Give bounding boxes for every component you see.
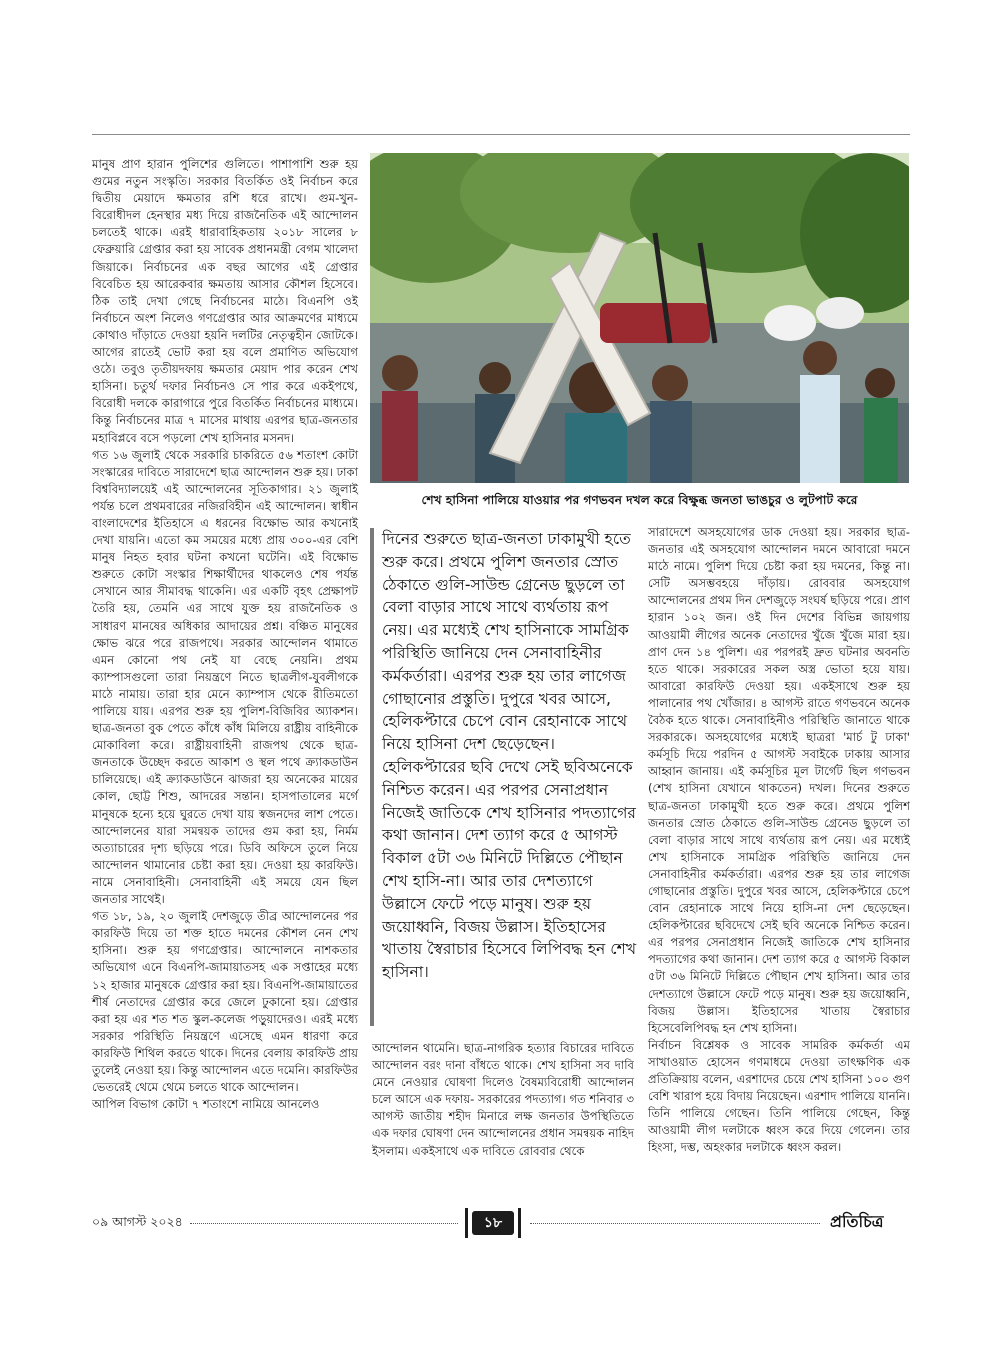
pull-quote	[370, 528, 642, 1026]
article-column-left	[92, 156, 358, 1113]
news-photo-illustration	[370, 153, 909, 483]
article-paragraph: আন্দোলন থামেনি। ছাত্র-নাগরিক হত্যার বিচারের দাবিতে আন্দোলন বরং দানা বাঁধতে থাকে। শেখ হাসিনা সব দাবি মেনে নেওয়ার ঘোষণা দিলেও বৈষম্যবিরোধী আন্দোলন চলে আসে এক দফায়- সরকারের পদত্যাগ। গত শনিবার ৩ আগস্ট জাতীয় শহীদ মিনারে লক্ষ জনতার উপস্থিতিতে এক দফার ঘোষণা দেন আন্দোলনের প্রধান সমন্বয়ক নাহিদ ইসলাম। একইসাথে এক দাবিতে রোববার থেকে	[372, 1041, 634, 1158]
article-paragraph: গত ১৬ জুলাই থেকে সরকারি চাকরিতে ৫৬ শতাংশ কোটা সংস্কারের দাবিতে সারাদেশে ছাত্র আন্দোলন শুরু হয়। ঢাকা বিশ্ববিদ্যালয়েই এই আন্দোলনের সূতিকাগার। ২১ জুলাই পর্যন্ত চলে প্রথমবারের নজিরবিহীন এই আন্দোলন। স্বাধীন বাংলাদেশের ইতিহাসে এ ধরনের বিক্ষোভ আর কখনোই দেখা যায়নি। এতো কম সময়ের মধ্যে প্রায় ৩০০-এর বেশি মানুষ নিহত হবার ঘটনা কখনো ঘটেনি। এই বিক্ষোভ শুরুতে কোটা সংস্কার শিক্ষার্থীদের থাকলেও শেষ পর্যন্ত সেখানে আর সীমাবদ্ধ থাকেনি। এর একটি বৃহৎ প্রেক্ষাপট তৈরি হয়, তেমনি এর সাথে যুক্ত হয় রাজনৈতিক ও সাধারণ মানষের অধিকার আদায়ের প্রশ্ন। বঞ্চিত মানুষের ক্ষোভ ঝরে পরে রাজপথে। সরকার আন্দোলন থামাতে এমন কোনো পথ নেই যা বেছে নেয়নি। প্রথম ক্যাম্পাসগুলো তারা নিয়ন্ত্রণে নিতে ছাত্রলীগ-যুবলীগকে মাঠে নামায়। তারা হার মেনে ক্যাম্পাস থেকে রীতিমতো পালিয়ে যায়। এরপর শুরু হয় পুলিশ-বিজিবির অ্যাকশন। ছাত্র-জনতা বুক পেতে কাঁধে কাঁধ মিলিয়ে রাষ্ট্রীয় বাহিনীকে মোকাবিলা করে। রাষ্ট্রীয়বাহিনী রাজপথ থেকে ছাত্র-জনতাকে উচ্ছেদ করতে আকাশ ও স্থল পথে ক্র্যাকডাউন চালিয়েছে। এই ক্র্যাকডাউনে ঝাজরা হয় অনেকের মায়ের কোল, ছোট্ট শিশু, আদরের সন্তান। হাসপাতালের মর্গে মানুষকে হন্যে হয়ে ঘুরতে দেখা যায় স্বজনদের লাশ পেতে। আন্দোলনের যারা সমন্বয়ক তাদের গুম করা হয়, নির্মম অত্যাচারের দৃশ্য ছড়িয়ে পরে। ডিবি অফিসে তুলে নিয়ে আন্দোলন থামানোর চেষ্টা করা হয়। দেওয়া হয় কারফিউ। নামে সেনাবাহিনী। সেনাবাহিনী এই সময়ে যেন ছিল জনতার সাথেই।	[92, 447, 358, 907]
article-column-right	[648, 524, 910, 1156]
article-paragraph: মানুষ প্রাণ হারান পুলিশের গুলিতে। পাশাপাশি শুরু হয় গুমের নতুন সংস্কৃতি। সরকার বিতর্কিত ওই নির্বাচন করে দ্বিতীয় মেয়াদে ক্ষমতার রশি ধরে রাখে। গুম-খুন-বিরোধীদল হেনস্থার মধ্য দিয়ে রাজনৈতিক এই আন্দোলন চলতেই থাকে। এরই ধারাবাহিকতায় ২০১৮ সালের ৮ ফেব্রুয়ারি গ্রেপ্তার করা হয় সাবেক প্রধানমন্ত্রী বেগম খালেদা জিয়াকে। নির্বাচনের এক বছর আগের এই গ্রেপ্তার বিবেচিত হয় আরেকবার ক্ষমতায় আসার কৌশল হিসেবে। ঠিক তাই দেখা গেছে নির্বাচনের মাঠে। বিএনপি ওই নির্বাচনে অংশ নিলেও গণগ্রেপ্তার আর আক্রমণের মাধ্যমে কোথাও দাঁড়াতে দেওয়া হয়নি দলটির নেতৃত্বহীন জোটকে। আগের রাতেই ভোট করা হয় বলে প্রমাণিত অভিযোগ ওঠে। তবুও তৃতীয়দফায় ক্ষমতার মেয়াদ পার করেন শেখ হাসিনা। চতুর্থ দফার নির্বাচনও সে পার করে একইপথে, বিরোধী দলকে কারাগারে পুরে বিতর্কিত নির্বাচনের মাধ্যমে। কিন্তু নির্বাচনের মাত্র ৭ মাসের মাথায় এরপর ছাত্র-জনতার মহাবিপ্লবে বসে পড়লো শেখ হাসিনার মসনদ।	[92, 157, 358, 445]
page-number: ১৮	[472, 1211, 514, 1235]
header-rule	[92, 134, 910, 135]
article-paragraph: নির্বাচন বিশ্লেষক ও সাবেক সামরিক কর্মকর্তা এম সাখাওয়াত হোসেন গণমাধমে দেওয়া তাৎক্ষণিক এক প্রতিক্রিয়ায় বলেন, এরশাদের চেয়ে শেখ হাসিনা ১০০ গুণ বেশি খারাপ হয়ে বিদায় নিয়েছেন। এরশাদ পালিয়ে যাননি। তিনি পালিয়ে গেছেন। তিনি পালিয়ে গেছেন, কিন্তু আওয়ামী লীগ দলটাকে ধ্বংস করে দিয়ে গেলেন। তার হিংসা, দম্ভ, অহংকার দলটাকে ধ্বংস করল।	[648, 1037, 910, 1155]
footer-divider	[530, 1223, 820, 1224]
issue-date: ০৯ আগস্ট ২০২৪	[92, 1214, 183, 1229]
photo-caption: শেখ হাসিনা পালিয়ে যাওয়ার পর গণভবন দখল করে বিক্ষুব্ধ জনতা ভাঙচুর ও লুটপাট করে	[421, 493, 858, 507]
article-paragraph: গত ১৮, ১৯, ২০ জুলাই দেশজুড়ে তীব্র আন্দোলনের পর কারফিউ দিয়ে তা শক্ত হাতে দমনের কৌশল নেন শেখ হাসিনা। শুরু হয় গণগ্রেপ্তার। আন্দোলনে নাশকতার অভিযোগ এনে বিএনপি-জামায়াতসহ এক সপ্তাহের মধ্যে ১২ হাজার মানুষকে গ্রেপ্তার করা হয়। বিএনপি-জামায়াতের শীর্ষ নেতাদের গ্রেপ্তার করে জেলে ঢুকানো হয়। গ্রেপ্তার করা হয় এর শত শত স্কুল-কলেজ পড়ুয়াদেরও। এরই মধ্যে সরকার পরিস্থিতি নিয়ন্ত্রণে এসেছে এমন ধারণা করে কারফিউ শিথিল করতে থাকে। দিনের বেলায় কারফিউ প্রায় তুলেই নেওয়া হয়। কিন্তু আন্দোলন এতে দমেনি। কারফিউর ভেতরেই থেমে থেমে চলতে থাকে আন্দোলন।	[92, 909, 358, 1095]
article-paragraph: সারাদেশে অসহযোগের ডাক দেওয়া হয়। সরকার ছাত্র-জনতার এই অসহযোগ আন্দোলন দমনে আবারো দমনে মাঠে নামে। পুলিশ দিয়ে চেষ্টা করা হয় দমনের, কিন্তু না। সেটি অসম্ভবহয়ে দাঁড়ায়। রোববার অসহযোগ আন্দোলনের প্রথম দিন দেশজুড়ে সংঘর্ষ ছড়িয়ে পরে। প্রাণ হারান ১০২ জন। ওই দিন দেশের বিভিন্ন জায়গায় আওয়ামী লীগের অনেক নেতাদের খুঁজে খুঁজে মারা হয়। প্রাণ দেন ১৪ পুলিশ। এর পরপরই দ্রুত ঘটনার অবনতি হতে থাকে। সরকারের সকল অস্ত্র ভোতা হয়ে যায়। আবারো কারফিউ দেওয়া হয়। একইসাথে শুরু হয় পালানোর পথ খোঁজার। ৪ আগস্ট রাতে গণভবনে অনেক বৈঠক হতে থাকে। সেনাবাহিনীও পরিস্থিতি জানাতে থাকে সরকারকে। অসহযোগের মধ্যেই ছাত্ররা 'মার্চ টু ঢাকা' কর্মসূচি দিয়ে পরদিন ৫ আগস্ট সবাইকে ঢাকায় আসার আহ্বান জানায়। এই কর্মসূচির মূল টার্গেট ছিল গণভবন (শেখ হাসিনা যেখানে থাকতেন) দখল। দিনের শুরুতে ছাত্র-জনতা ঢাকামুখী হতে শুরু করে। প্রথমে পুলিশ জনতার স্রোত ঠেকাতে গুলি-সাউন্ড গ্রেনেড ছুড়লে তা বেলা বাড়ার সাথে সাথে ব্যর্থতায় রূপ নেয়। এর মধ্যেই শেখ হাসিনাকে সামগ্রিক পরিস্থিতি জানিয়ে দেন সেনাবাহিনীর কর্মকর্তারা। এরপর শুরু হয় তার লাগেজ গোছানোর প্রস্তুতি। দুপুরে খবর আসে, হেলিকপ্টারে চেপে বোন রেহানাকে সাথে নিয়ে হাসি-না দেশ ছেড়েছেন। হেলিকপ্টারের ছবিদেখে সেই ছবি অনেকে নিশ্চিত করেন। এর পরপর সেনাপ্রধান নিজেই জাতিকে শেখ হাসিনার পদত্যাগের কথা জানান। দেশ ত্যাগ করে ৫ আগস্ট বিকাল ৫টা ৩৬ মিনিটে দিল্লিতে পৌছান শেখ হাসিনা। আর তার দেশত্যাগে উল্লাসে ফেটে পড়ে মানুষ। শুরু হয় জয়োধ্বনি, বিজয় উল্লাস। ইতিহাসের খাতায় স্বৈরাচার হিসেবেলিপিবদ্ধ হন শেখ হাসিনা।	[648, 525, 910, 1035]
footer-divider	[190, 1223, 458, 1224]
article-column-middle	[372, 1040, 634, 1160]
article-paragraph: আপিল বিভাগ কোটা ৭ শতাংশে নামিয়ে আনলেও	[92, 1097, 320, 1112]
pull-quote-text: দিনের শুরুতে ছাত্র-জনতা ঢাকামুখী হতে শুরু করে। প্রথমে পুলিশ জনতার স্রোত ঠেকাতে গুলি-সাউন্ড গ্রেনেড ছুড়লে তা বেলা বাড়ার সাথে সাথে ব্যর্থতায় রূপ নেয়। এর মধ্যেই শেখ হাসিনাকে সামগ্রিক পরিস্থিতি জানিয়ে দেন সেনাবাহিনীর কর্মকর্তারা। এরপর শুরু হয় তার লাগেজ গোছানোর প্রস্তুতি। দুপুরে খবর আসে, হেলিকপ্টারে চেপে বোন রেহানাকে সাথে নিয়ে হাসিনা দেশ ছেড়েছেন। হেলিকপ্টারের ছবি দেখে সেই ছবিঅনেকে নিশ্চিত করেন। এর পরপর সেনাপ্রধান নিজেই জাতিকে শেখ হাসিনার পদত্যাগের কথা জানান। দেশ ত্যাগ করে ৫ আগস্ট বিকাল ৫টা ৩৬ মিনিটে দিল্লিতে পৌছান শেখ হাসি-না। আর তার দেশত্যাগে উল্লাসে ফেটে পড়ে মানুষ। শুরু হয় জয়োধ্বনি, বিজয় উল্লাস। ইতিহাসের খাতায় স্বৈরাচার হিসেবে লিপিবদ্ধ হন শেখ হাসিনা।	[382, 530, 637, 982]
news-photo	[370, 153, 909, 483]
magazine-logo: প্রতিচিত্র	[830, 1212, 884, 1231]
